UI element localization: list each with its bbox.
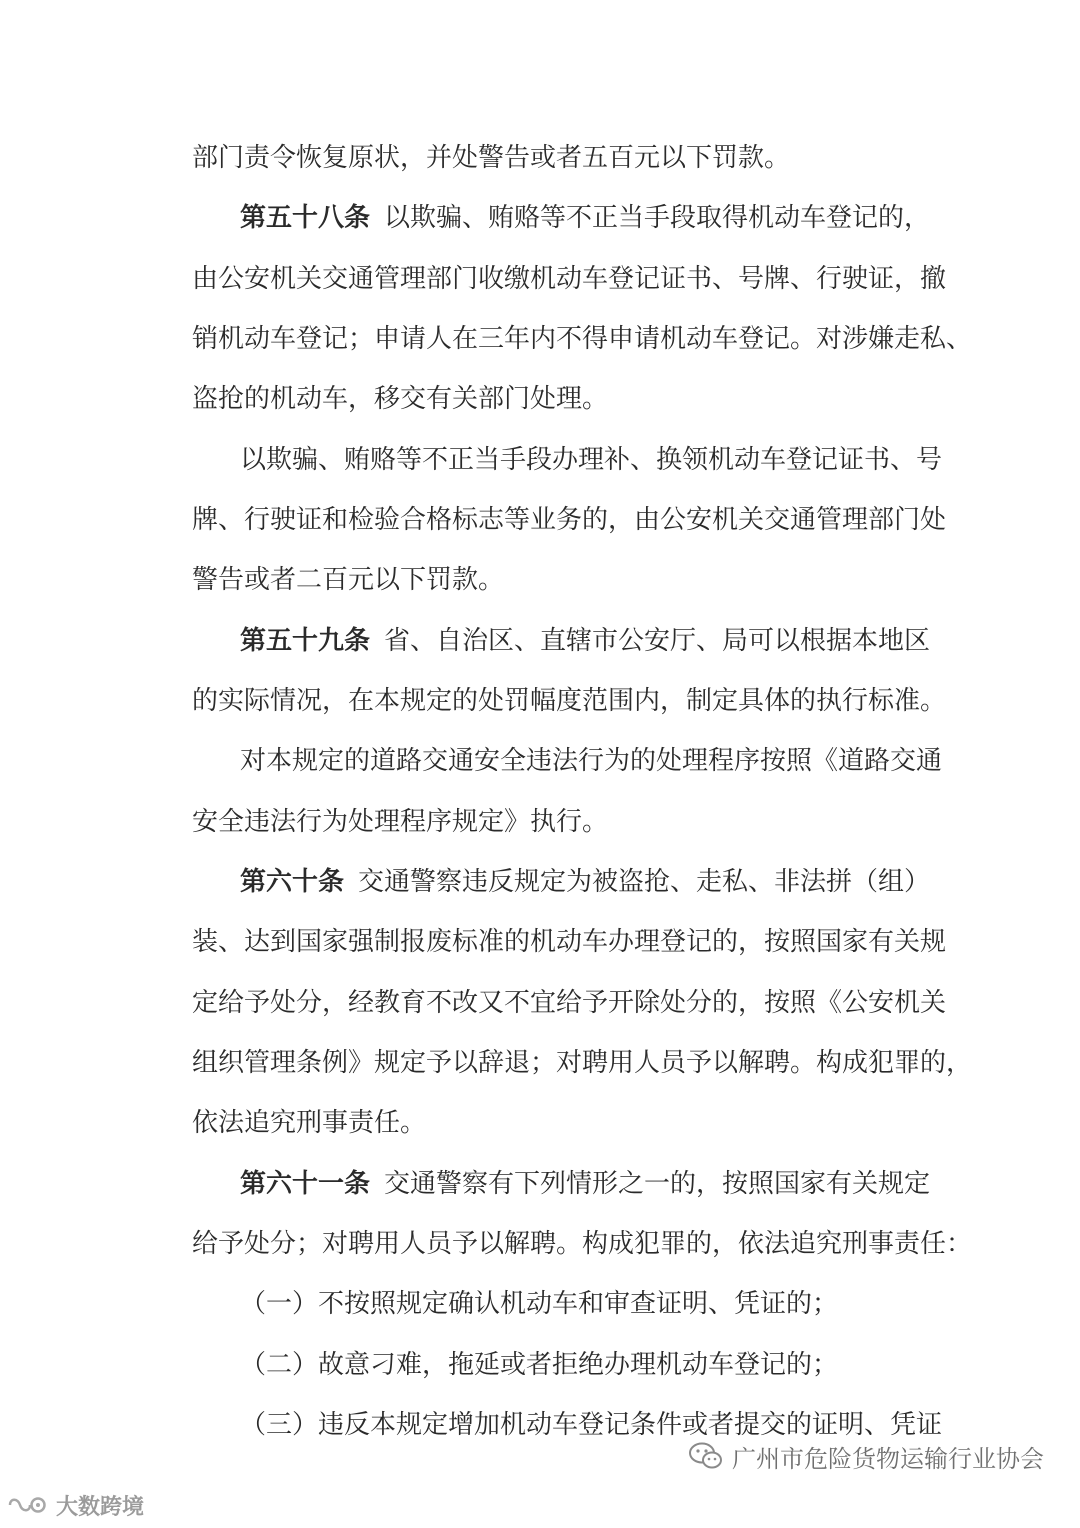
article-59-line <box>240 621 931 661</box>
article-number: 第六十条 <box>240 867 345 897</box>
article-number: 第六十一条 <box>240 1169 371 1199</box>
text-line: 定给予处分，经教育不改又不宜给予开除处分的，按照《公安机关 <box>192 988 947 1018</box>
list-item: （二）故意刁难，拖延或者拒绝办理机动车登记的； <box>240 1350 839 1380</box>
text-line: 部门责令恢复原状，并处警告或者五百元以下罚款。 <box>192 143 791 173</box>
text-line: 给予处分；对聘用人员予以解聘。构成犯罪的，依法追究刑事责任： <box>192 1229 973 1259</box>
article-number: 第五十八条 <box>240 203 371 233</box>
text-line: 由公安机关交通管理部门收缴机动车登记证书、号牌、行驶证，撤 <box>192 264 947 294</box>
text-line: 的实际情况，在本规定的处罚幅度范围内，制定具体的执行标准。 <box>192 686 947 716</box>
text-line: 装、达到国家强制报废标准的机动车办理登记的，按照国家有关规 <box>192 927 947 957</box>
article-number: 第五十九条 <box>240 626 371 656</box>
watermark-source <box>688 1438 1044 1474</box>
wechat-icon <box>688 1441 724 1471</box>
text-line: 组织管理条例》规定予以辞退；对聘用人员予以解聘。构成犯罪的， <box>192 1048 973 1078</box>
text-line: 交通警察违反规定为被盗抢、走私、非法拼（组） <box>358 867 931 897</box>
text-line: 销机动车登记；申请人在三年内不得申请机动车登记。对涉嫌走私、 <box>192 324 973 354</box>
text-line: 盗抢的机动车，移交有关部门处理。 <box>192 384 609 414</box>
text-line: 牌、行驶证和检验合格标志等业务的，由公安机关交通管理部门处 <box>192 505 947 535</box>
watermark-brand <box>6 1490 144 1520</box>
brand-logo-icon <box>6 1494 50 1516</box>
article-58-line <box>240 198 931 238</box>
list-item: （三）违反本规定增加机动车登记条件或者提交的证明、凭证 <box>240 1410 943 1440</box>
text-line: 省、自治区、直辖市公安厅、局可以根据本地区 <box>384 626 931 656</box>
list-item: （一）不按照规定确认机动车和审查证明、凭证的； <box>240 1289 839 1319</box>
article-60-line <box>240 862 931 902</box>
text-line: 以欺骗、贿赂等不正当手段办理补、换领机动车登记证书、号 <box>240 445 943 475</box>
text-line: 警告或者二百元以下罚款。 <box>192 565 505 595</box>
text-line: 交通警察有下列情形之一的，按照国家有关规定 <box>384 1169 931 1199</box>
text-line: 依法追究刑事责任。 <box>192 1108 427 1138</box>
text-line: 对本规定的道路交通安全违法行为的处理程序按照《道路交通 <box>240 746 943 776</box>
article-61-line <box>240 1164 931 1204</box>
watermark-brand-text: 大数跨境 <box>56 1494 145 1520</box>
text-line: 安全违法行为处理程序规定》执行。 <box>192 807 609 837</box>
watermark-text: 广州市危险货物运输行业协会 <box>732 1444 1044 1473</box>
text-line: 以欺骗、贿赂等不正当手段取得机动车登记的， <box>384 203 931 233</box>
